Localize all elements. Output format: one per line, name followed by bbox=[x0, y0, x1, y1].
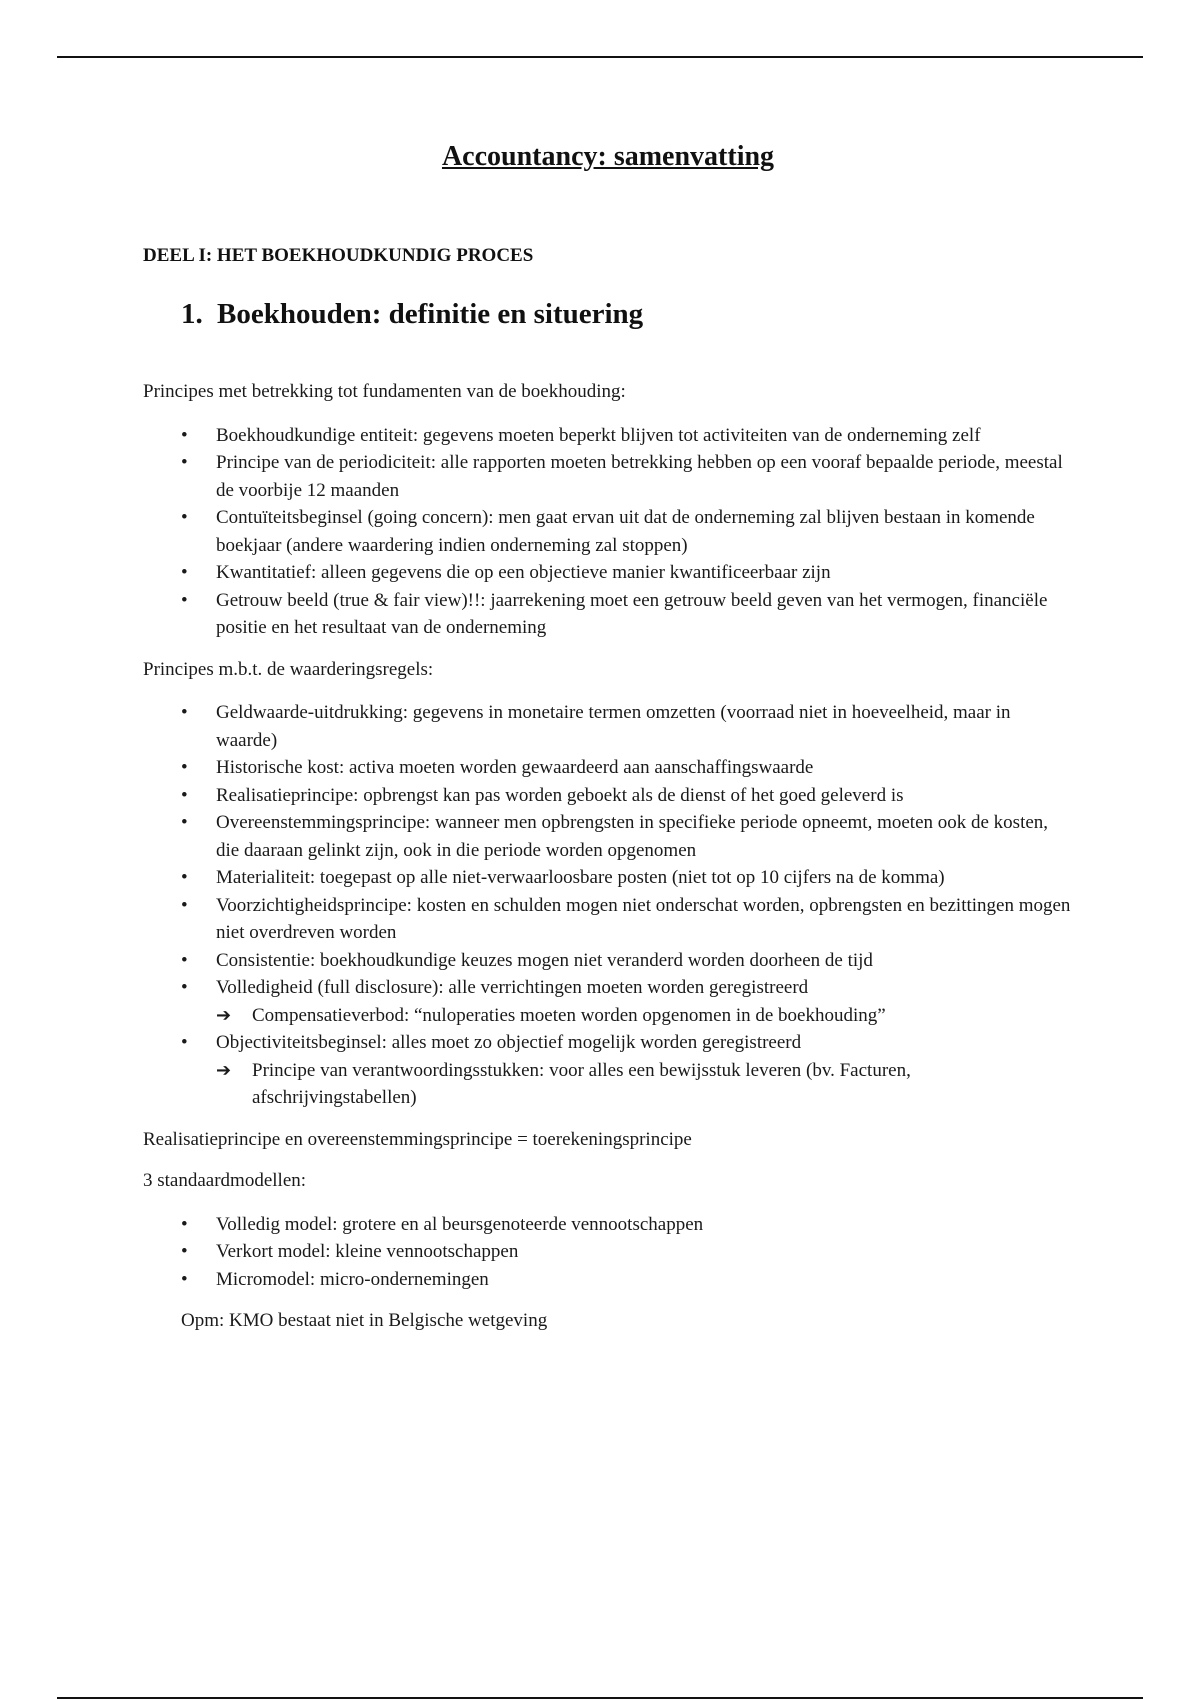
bullet-icon: • bbox=[181, 1241, 188, 1262]
bullet-icon: • bbox=[181, 452, 188, 473]
list-item: • Consistentie: boekhoudkundige keuzes mogen niet veranderd worden doorheen de tijd bbox=[143, 947, 1073, 975]
document-title: Accountancy: samenvatting bbox=[441, 141, 775, 172]
bullet-icon: • bbox=[181, 757, 188, 778]
bullet-icon: • bbox=[181, 507, 188, 528]
list-item: • Boekhoudkundige entiteit: gegevens moeten beperkt blijven tot activiteiten van de onderneming zelf bbox=[143, 422, 1073, 450]
arrow-right-icon: ➔ bbox=[216, 1004, 232, 1026]
opm-note: Opm: KMO bestaat niet in Belgische wetgeving bbox=[181, 1310, 548, 1331]
page-content bbox=[143, 140, 1073, 1335]
bullet-icon: • bbox=[181, 977, 188, 998]
toerekening-line: Realisatieprincipe en overeenstemmingsprincipe = toerekeningsprincipe bbox=[143, 1128, 692, 1150]
list-item: • Getrouw beeld (true & fair view)!!: jaarrekening moet een getrouw beeld geven van het vermogen, financiële positie en het resultaat van de onderneming bbox=[143, 587, 1073, 642]
sub-item-compensatieverbod: ➔ Compensatieverbod: “nuloperaties moeten worden opgenomen in de boekhouding” bbox=[216, 1002, 1073, 1030]
bullet-icon: • bbox=[181, 589, 188, 611]
list-item: • Geldwaarde-uitdrukking: gegevens in monetaire termen omzetten (voorraad niet in hoeveelheid, maar in waarde) bbox=[143, 699, 1073, 754]
bullet-icon: • bbox=[181, 894, 188, 916]
list-item: • Micromodel: micro-ondernemingen bbox=[143, 1266, 1073, 1294]
list-item: • Contuïteitsbeginsel (going concern): men gaat ervan uit dat de onderneming zal blijven bestaan in komende boekjaar (andere waardering indien onderneming zal stoppen) bbox=[143, 504, 1073, 559]
header-rule bbox=[57, 56, 1143, 58]
bullet-icon: • bbox=[181, 1268, 188, 1290]
bullet-icon: • bbox=[181, 424, 188, 446]
modellen-intro: 3 standaardmodellen: bbox=[143, 1170, 307, 1191]
bullet-icon: • bbox=[181, 1032, 188, 1053]
list-item: • Voorzichtigheidsprincipe: kosten en schulden mogen niet onderschat worden, opbrengsten en bezittingen mogen niet overdreven worden bbox=[143, 892, 1073, 947]
fundamenten-list bbox=[143, 422, 1073, 642]
bullet-icon: • bbox=[181, 784, 188, 806]
list-item: • Volledig model: grotere en al beursgenoteerde vennootschappen bbox=[143, 1211, 1073, 1239]
part-heading: DEEL I: HET BOEKHOUDKUNDIG PROCES bbox=[143, 245, 534, 266]
arrow-right-icon: ➔ bbox=[216, 1059, 232, 1081]
list-item: • Materialiteit: toegepast op alle niet-verwaarloosbare posten (niet tot op 10 cijfers na de komma) bbox=[143, 864, 1073, 892]
list-item: • Overeenstemmingsprincipe: wanneer men opbrengsten in specifieke periode opneemt, moeten ook de kosten, die daaraan gelinkt zijn, ook in die periode worden opgenomen bbox=[143, 809, 1073, 864]
bullet-icon: • bbox=[181, 949, 188, 971]
list-item: • Realisatieprincipe: opbrengst kan pas worden geboekt als de dienst of het goed geleverd is bbox=[143, 782, 1073, 810]
list-item: • Historische kost: activa moeten worden gewaardeerd aan aanschaffingswaarde bbox=[143, 754, 1073, 782]
list-item: • Objectiviteitsbeginsel: alles moet zo objectief mogelijk worden geregistreerd ➔ Principe van verantwoordingsstukken: voor alles een bewijsstuk leveren (bv. Facturen, afschrijvingstabellen) bbox=[143, 1029, 1073, 1112]
waardering-list bbox=[143, 699, 1073, 1112]
section-title: Boekhouden: definitie en situering bbox=[217, 298, 644, 330]
footer-rule bbox=[57, 1697, 1143, 1699]
list-item: • Kwantitatief: alleen gegevens die op een objectieve manier kwantificeerbaar zijn bbox=[143, 559, 1073, 587]
modellen-list bbox=[143, 1211, 1073, 1294]
list-item: • Verkort model: kleine vennootschappen bbox=[143, 1238, 1073, 1266]
bullet-icon: • bbox=[181, 702, 188, 723]
bullet-icon: • bbox=[181, 1213, 188, 1235]
bullet-icon: • bbox=[181, 812, 188, 833]
section-number: 1. bbox=[181, 298, 203, 330]
list-item: • Volledigheid (full disclosure): alle verrichtingen moeten worden geregistreerd ➔ Compensatieverbod: “nuloperaties moeten worden opgenomen in de boekhouding” bbox=[143, 974, 1073, 1029]
sub-item-verantwoordingsstukken: ➔ Principe van verantwoordingsstukken: voor alles een bewijsstuk leveren (bv. Facturen, afschrijvingstabellen) bbox=[216, 1057, 1073, 1112]
bullet-icon: • bbox=[181, 562, 188, 583]
waardering-intro: Principes m.b.t. de waarderingsregels: bbox=[143, 658, 434, 680]
fundamenten-intro: Principes met betrekking tot fundamenten van de boekhouding: bbox=[143, 381, 626, 402]
list-item: • Principe van de periodiciteit: alle rapporten moeten betrekking hebben op een vooraf bepaalde periode, meestal de voorbije 12 maanden bbox=[143, 449, 1073, 504]
bullet-icon: • bbox=[181, 867, 188, 888]
section-heading bbox=[181, 296, 1073, 332]
